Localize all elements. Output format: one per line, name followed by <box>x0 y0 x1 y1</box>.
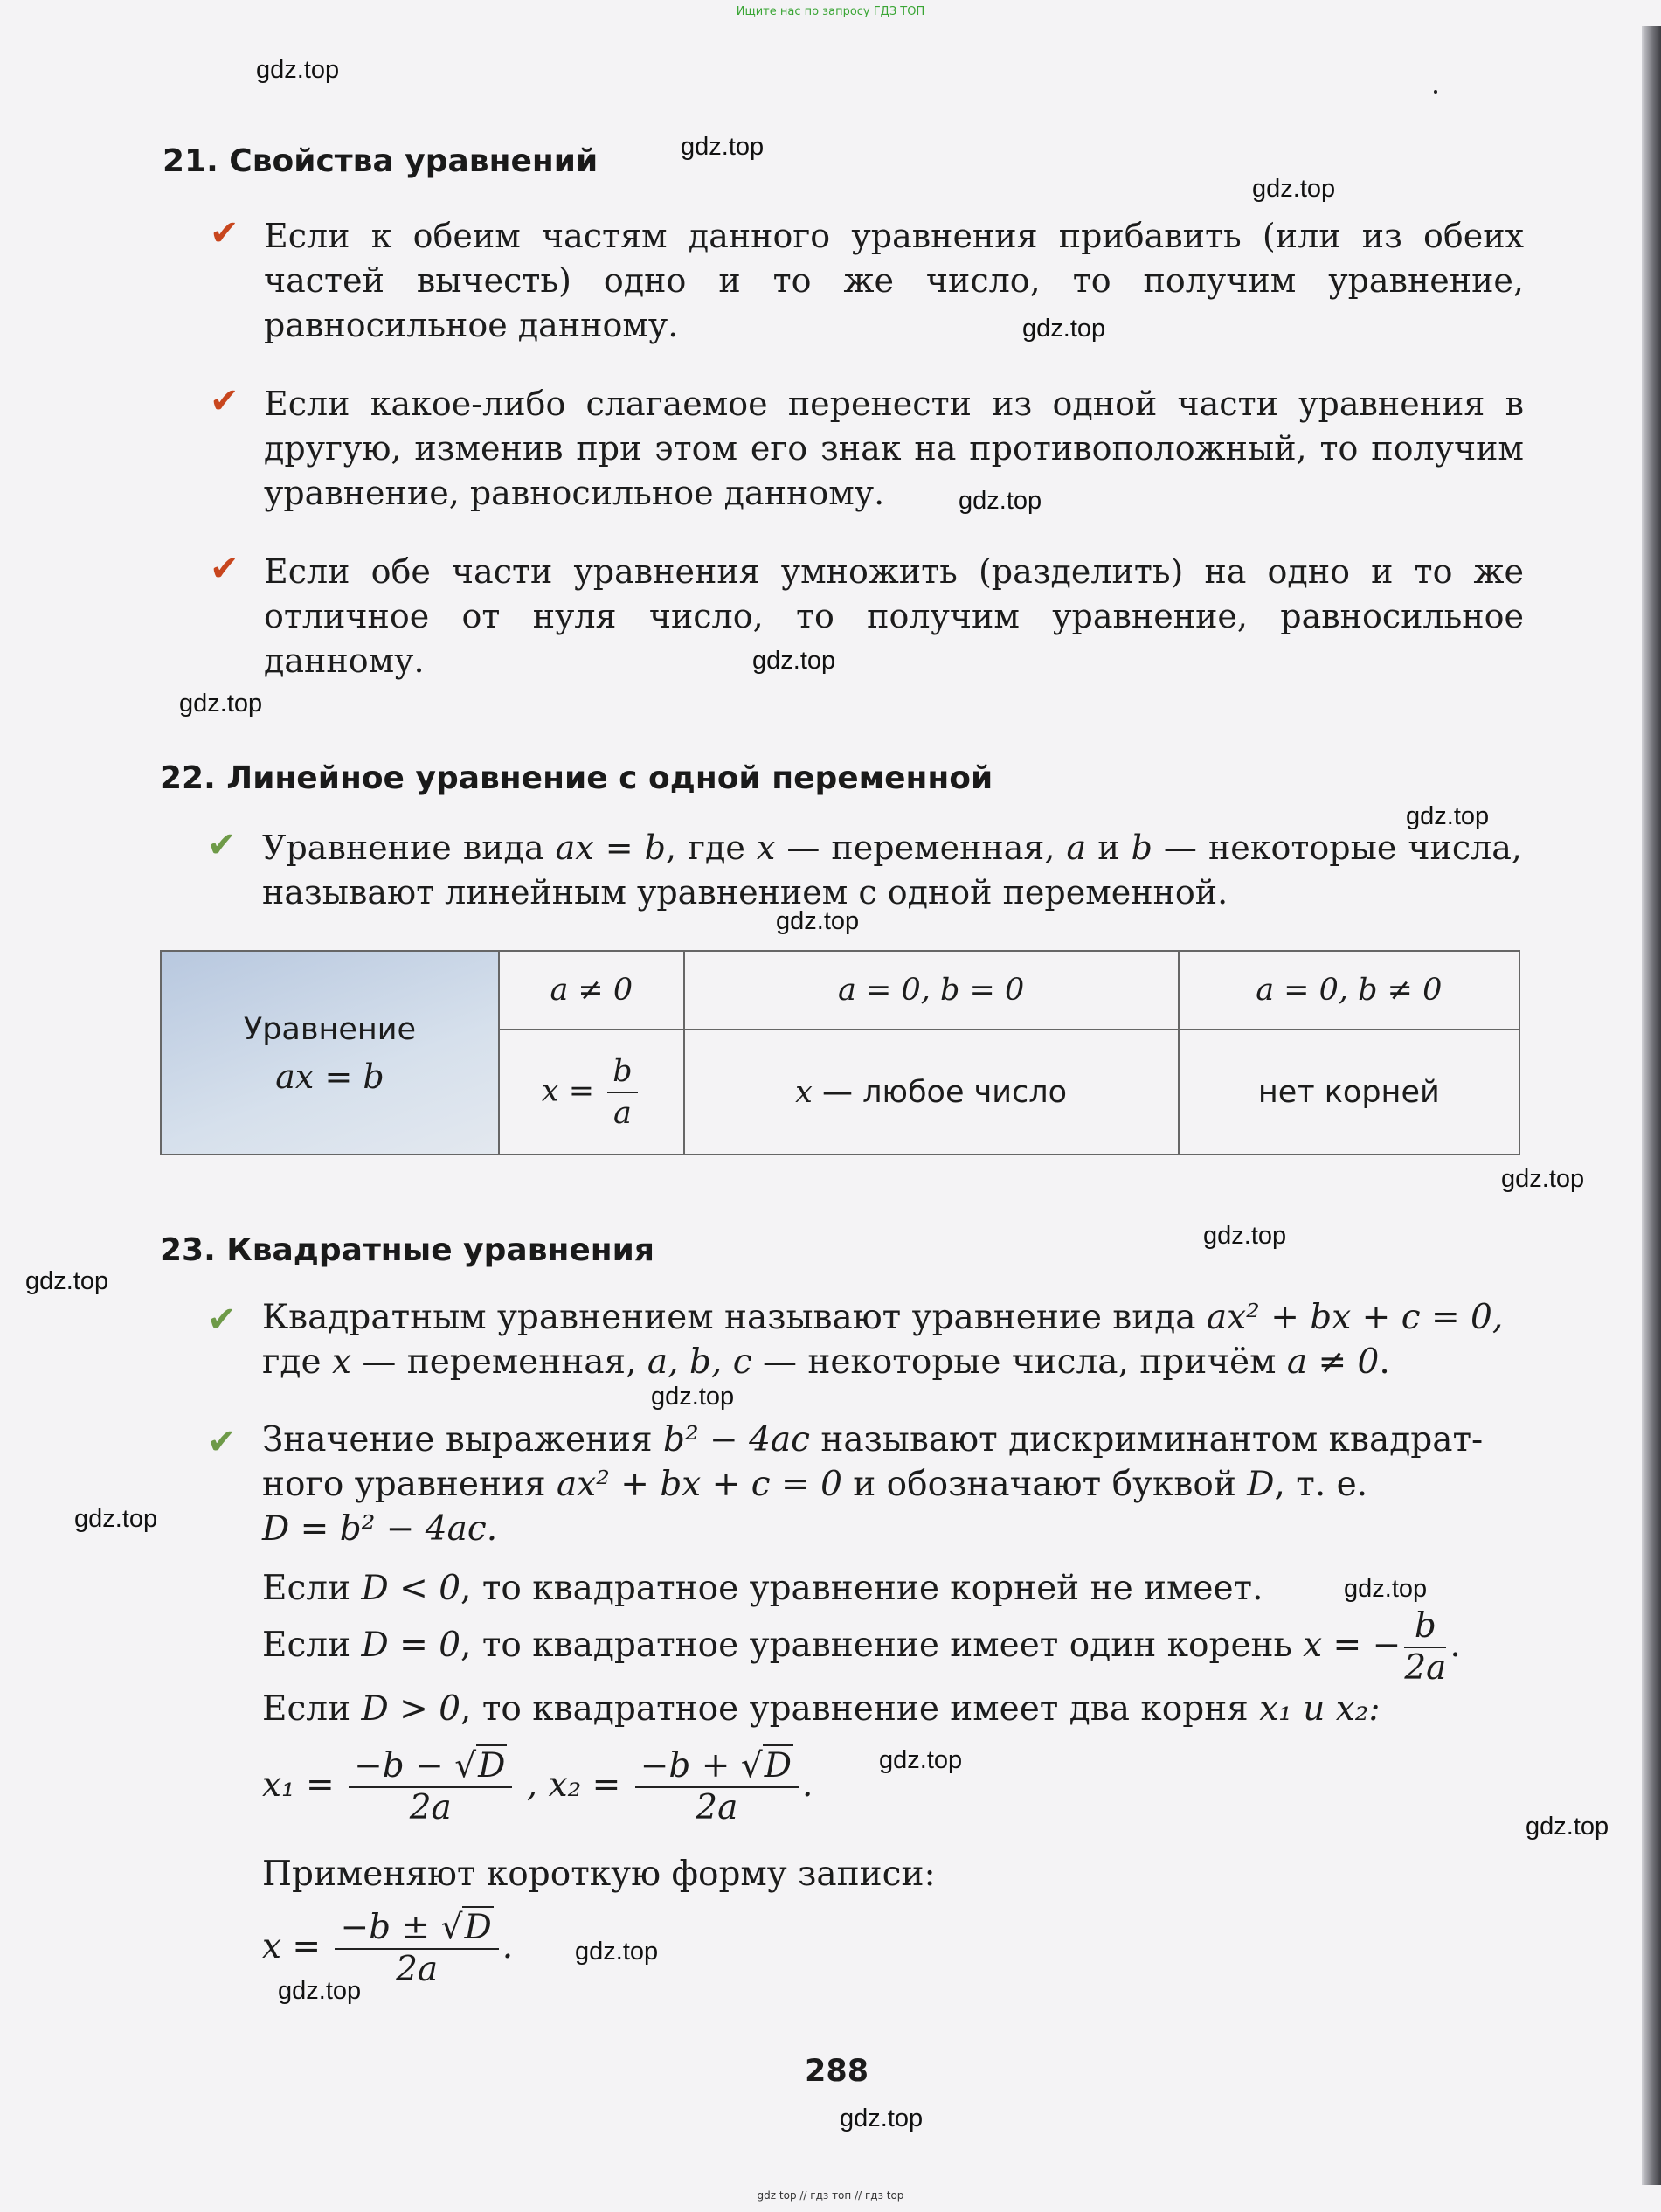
table-head-cell: Уравнение ax = b <box>161 951 499 1155</box>
header-note: Ищите нас по запросу ГДЗ ТОП <box>736 5 925 18</box>
roots-formula: x₁ = $\frac{-b - √D}{2a}$ , x₂ = $\frac{-b + √D}{2a}$ . <box>262 1746 813 1827</box>
property-1: Если к обеим частям данного уравнения прибавить (или из обеих частей вычесть) одно и то же число, то получим уравнение, равносильное данному. <box>264 217 1524 344</box>
watermark: gdz.top <box>752 647 836 675</box>
watermark: gdz.top <box>959 487 1042 515</box>
watermark: gdz.top <box>1022 315 1106 343</box>
quadratic-def-line2: где x — переменная, a, b, c — некоторые числа, причём a ≠ 0. <box>262 1342 1390 1382</box>
checkmark-icon: ✔ <box>210 213 239 253</box>
watermark: gdz.top <box>74 1505 158 1533</box>
section-23-title: 23. Квадратные уравнения <box>160 1232 654 1268</box>
checkmark-icon: ✔ <box>207 1422 237 1462</box>
watermark: gdz.top <box>278 1977 362 2005</box>
case-d-positive: Если D > 0, то квадратное уравнение имеет два корня x₁ и x₂: <box>262 1689 1381 1729</box>
watermark: gdz.top <box>776 907 860 935</box>
watermark: gdz.top <box>1344 1575 1428 1603</box>
section-22-title: 22. Линейное уравнение с одной переменной <box>160 760 993 796</box>
checkmark-icon: ✔ <box>210 381 239 421</box>
page-number: 288 <box>805 2054 869 2089</box>
case-d-negative: Если D < 0, то квадратное уравнение корней не имеет. <box>262 1569 1263 1608</box>
checkmark-icon: ✔ <box>207 1300 237 1340</box>
short-form-label: Применяют короткую форму записи: <box>262 1855 936 1894</box>
checkmark-icon: ✔ <box>210 549 239 589</box>
watermark: gdz.top <box>879 1746 963 1774</box>
watermark: gdz.top <box>575 1938 659 1966</box>
case-d-zero: Если D = 0, то квадратное уравнение имеет один корень x = − $\frac{b}{2a}$ . <box>262 1606 1461 1688</box>
linear-equation-table <box>160 950 1520 1155</box>
watermark: gdz.top <box>1406 802 1490 830</box>
watermark: gdz.top <box>1501 1165 1585 1193</box>
watermark: gdz.top <box>681 133 765 161</box>
col-a-nonzero: a ≠ 0 <box>499 951 684 1030</box>
cell-single-root: x = $\frac{b}{a}$ <box>499 1030 684 1155</box>
watermark: gdz.top <box>25 1267 109 1295</box>
checkmark-icon: ✔ <box>207 825 237 865</box>
discriminant-formula: D = b² − 4ac. <box>262 1509 498 1549</box>
watermark: gdz.top <box>651 1383 735 1411</box>
discriminant-line1: Значение выражения b² − 4ac называют дискриминантом квадрат- <box>262 1420 1484 1460</box>
cell-no-roots: нет корней <box>1179 1030 1519 1155</box>
footer-note: gdz top // гдз топ // гдз top <box>757 2189 904 2202</box>
watermark: gdz.top <box>840 2105 924 2132</box>
col-a-zero-b-zero: a = 0, b = 0 <box>684 951 1179 1030</box>
quadratic-def-line1: Квадратным уравнением называют уравнение вида ax² + bx + c = 0, <box>262 1298 1504 1337</box>
section-21-title: 21. Свойства уравнений <box>163 143 599 179</box>
discriminant-line2: ного уравнения ax² + bx + c = 0 и обозначают буквой D, т. е. <box>262 1465 1368 1504</box>
property-3: Если обе части уравнения умножить (разделить) на одно и то же отличное от нуля число, то получим уравнение, равносильное данному. <box>264 552 1524 680</box>
watermark: gdz.top <box>179 690 263 718</box>
page-edge-shadow <box>1642 26 1661 2185</box>
col-a-zero-b-nonzero: a = 0, b ≠ 0 <box>1179 951 1519 1030</box>
watermark: gdz.top <box>1252 175 1336 203</box>
property-2: Если какое-либо слагаемое перенести из одной части уравнения в другую, изменив при этом его знак на противоположный, то получим уравнение, равносильное данному. <box>264 385 1524 512</box>
speck <box>1434 90 1437 94</box>
linear-definition: Уравнение вида ax = b, где x — переменная, a и b — некоторые числа, называют линейным уравнением с одной переменной. <box>262 829 1522 912</box>
watermark: gdz.top <box>256 56 340 84</box>
cell-any-number: x — любое число <box>684 1030 1179 1155</box>
watermark: gdz.top <box>1203 1222 1287 1250</box>
short-form-formula: x = $\frac{-b \pm √D}{2a}$ . <box>262 1908 514 1989</box>
watermark: gdz.top <box>1526 1813 1609 1841</box>
